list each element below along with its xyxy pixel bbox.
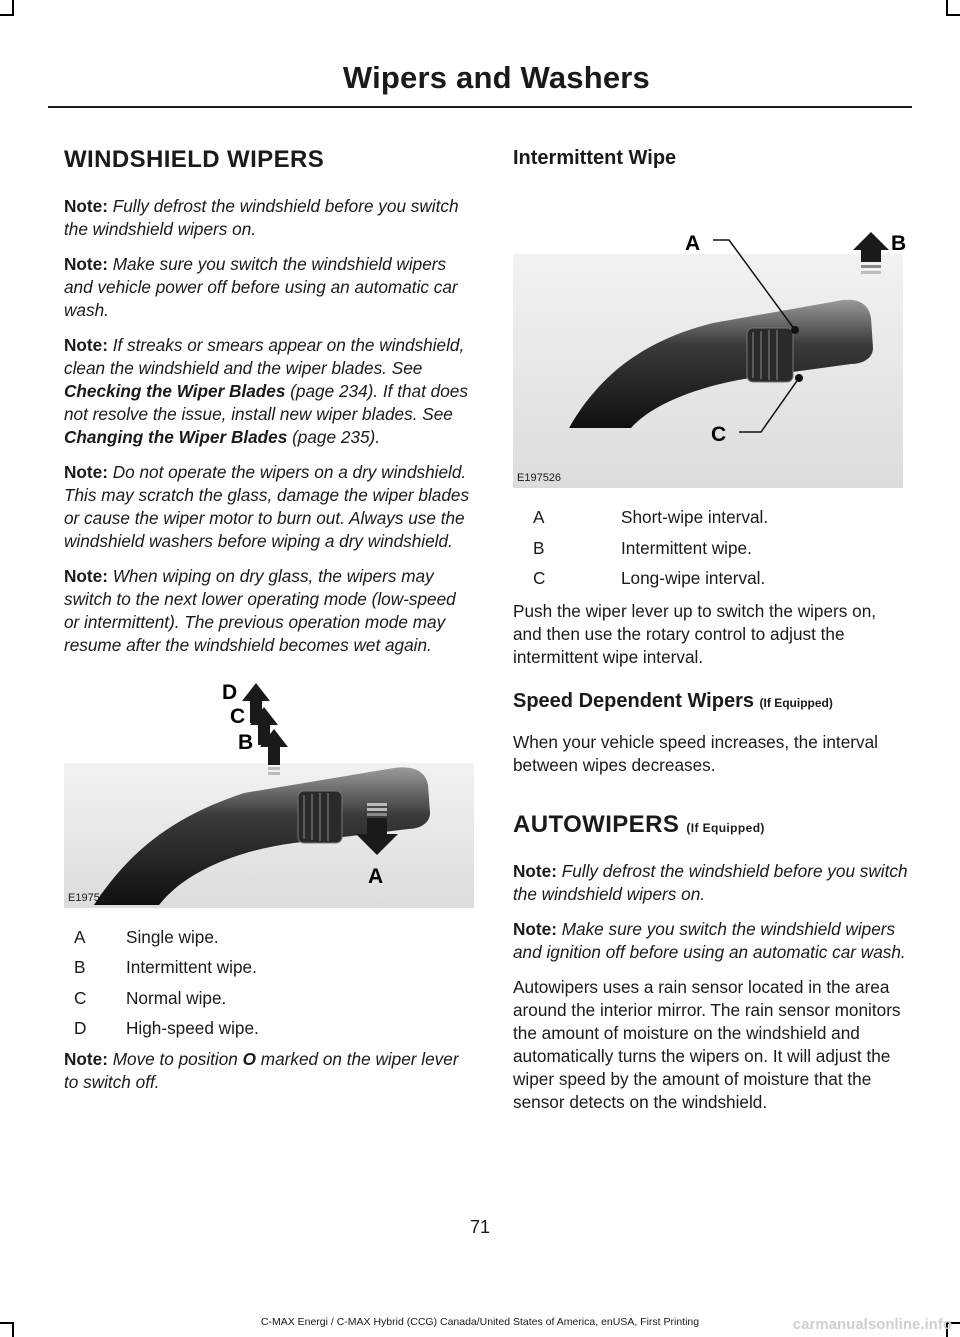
legend-text: Normal wipe.	[126, 987, 227, 1008]
note-label: Note:	[513, 860, 557, 881]
speed-description: When your vehicle speed increases, the interval between wipes decreases.	[513, 732, 878, 775]
crop-mark	[0, 14, 14, 16]
figure-label-b: B	[891, 232, 907, 255]
heading-text: AUTOWIPERS	[513, 811, 680, 838]
note	[64, 565, 474, 657]
link-changing-wiper-blades[interactable]: Changing the Wiper Blades	[64, 426, 288, 447]
legend-list	[513, 506, 908, 590]
subheading-text: Speed Dependent Wipers	[513, 690, 754, 712]
page-title: Wipers and Washers	[342, 60, 650, 95]
legend-item	[64, 987, 474, 1010]
note-text: Do not operate the wipers on a dry windshield. This may scratch the glass, damage the wiper blades or cause the wiper motor to burn out. Always use the windshield washers before wiping a dry windshield.	[64, 461, 470, 551]
note-label: Note:	[64, 461, 108, 482]
wiper-lever-illustration	[513, 188, 907, 488]
footer-text: C-MAX Energi / C-MAX Hybrid (CCG) Canada/United States of America, enUSA, First Printing	[260, 1316, 700, 1328]
note-label: Note:	[64, 565, 108, 586]
legend-item	[513, 506, 908, 529]
right-column	[513, 146, 908, 1126]
autowipers-description: Autowipers uses a rain sensor located in the area around the interior mirror. The rain sensor monitors the amount of moisture on the windshield and automatically turns the wipers on. It will adjust the wiper speed by the amount of moisture that the sensor detects on the windshield.	[513, 976, 901, 1112]
figure-label-a: A	[368, 864, 384, 888]
watermark: carmanualsonline.info	[792, 1316, 952, 1333]
legend-text: Long-wipe interval.	[621, 568, 766, 588]
legend-item	[513, 537, 908, 560]
note	[64, 461, 474, 553]
figure-id: E197525	[68, 891, 113, 904]
if-equipped-tag: (If Equipped)	[759, 696, 833, 710]
figure-label-d: D	[222, 680, 238, 704]
position-o: O	[242, 1048, 257, 1069]
note-text: When wiping on dry glass, the wipers may switch to the next lower operating mode (low-speed or intermittent). The previous operation mode may resume after the windshield becomes wet again.	[64, 565, 456, 655]
legend-list	[64, 926, 474, 1041]
legend-item	[64, 956, 474, 979]
legend-key: B	[74, 957, 86, 978]
legend-key: D	[74, 1018, 87, 1039]
note-text: marked on the wiper lever to switch off.	[64, 1048, 459, 1092]
header-rule	[48, 106, 912, 108]
note-text: Move to position	[112, 1048, 243, 1069]
note	[64, 334, 474, 449]
note-label: Note:	[64, 195, 108, 216]
figure-label-a: A	[685, 232, 701, 255]
note	[513, 860, 908, 906]
note-label: Note:	[513, 918, 557, 939]
note-text: Make sure you switch the windshield wipers and ignition off before using an automatic car wash.	[513, 918, 906, 962]
note-label: Note:	[64, 253, 108, 274]
legend-text: Short-wipe interval.	[621, 507, 769, 527]
legend-text: Single wipe.	[126, 926, 219, 947]
legend-key: C	[74, 987, 87, 1008]
legend-item	[64, 1017, 474, 1040]
page-number: 71	[469, 1217, 491, 1237]
note	[64, 1048, 474, 1094]
figure-id: E197526	[517, 472, 562, 484]
figure-label-b: B	[238, 730, 254, 754]
note-label: Note:	[64, 334, 108, 355]
legend-key: A	[533, 507, 545, 527]
note-text: (page 235).	[287, 426, 380, 447]
figure-label-c: C	[711, 423, 727, 446]
legend-text: Intermittent wipe.	[126, 957, 257, 978]
note	[64, 195, 474, 241]
legend-item	[64, 926, 474, 949]
note-text: Make sure you switch the windshield wipers and vehicle power off before using an automatic car wash.	[64, 253, 458, 320]
legend-text: High-speed wipe.	[126, 1018, 259, 1039]
note-text: (page 234). If that does not resolve the issue, install new wiper blades. See	[64, 380, 468, 424]
section-heading-windshield-wipers: WINDSHIELD WIPERS	[64, 146, 325, 173]
note-label: Note:	[64, 1048, 108, 1069]
subheading-speed-dependent-wipers	[513, 689, 908, 713]
note-text: If streaks or smears appear on the windshield, clean the windshield and the wiper blades. See	[64, 334, 465, 378]
link-checking-wiper-blades[interactable]: Checking the Wiper Blades	[64, 380, 286, 401]
wiper-lever-figure-e197526	[513, 188, 907, 488]
wiper-lever-figure-e197525	[64, 673, 474, 908]
intermittent-description: Push the wiper lever up to switch the wipers on, and then use the rotary control to adjust the intermittent wipe interval.	[513, 601, 877, 667]
subheading-intermittent-wipe: Intermittent Wipe	[513, 147, 677, 169]
note-text: Fully defrost the windshield before you switch the windshield wipers on.	[513, 860, 908, 904]
if-equipped-tag: (If Equipped)	[686, 821, 765, 835]
note	[64, 253, 474, 322]
legend-key: A	[74, 926, 86, 947]
legend-key: C	[533, 568, 546, 588]
rotary-control	[747, 328, 793, 382]
note	[513, 918, 908, 964]
left-column	[64, 146, 474, 1106]
section-heading-autowipers	[513, 811, 908, 840]
legend-key: B	[533, 537, 545, 558]
legend-item	[513, 567, 908, 590]
note-text: Fully defrost the windshield before you switch the windshield wipers on.	[64, 195, 459, 239]
wiper-lever-illustration	[64, 673, 474, 908]
legend-text: Intermittent wipe.	[621, 537, 752, 558]
crop-mark	[946, 14, 960, 16]
figure-label-c: C	[230, 704, 246, 728]
